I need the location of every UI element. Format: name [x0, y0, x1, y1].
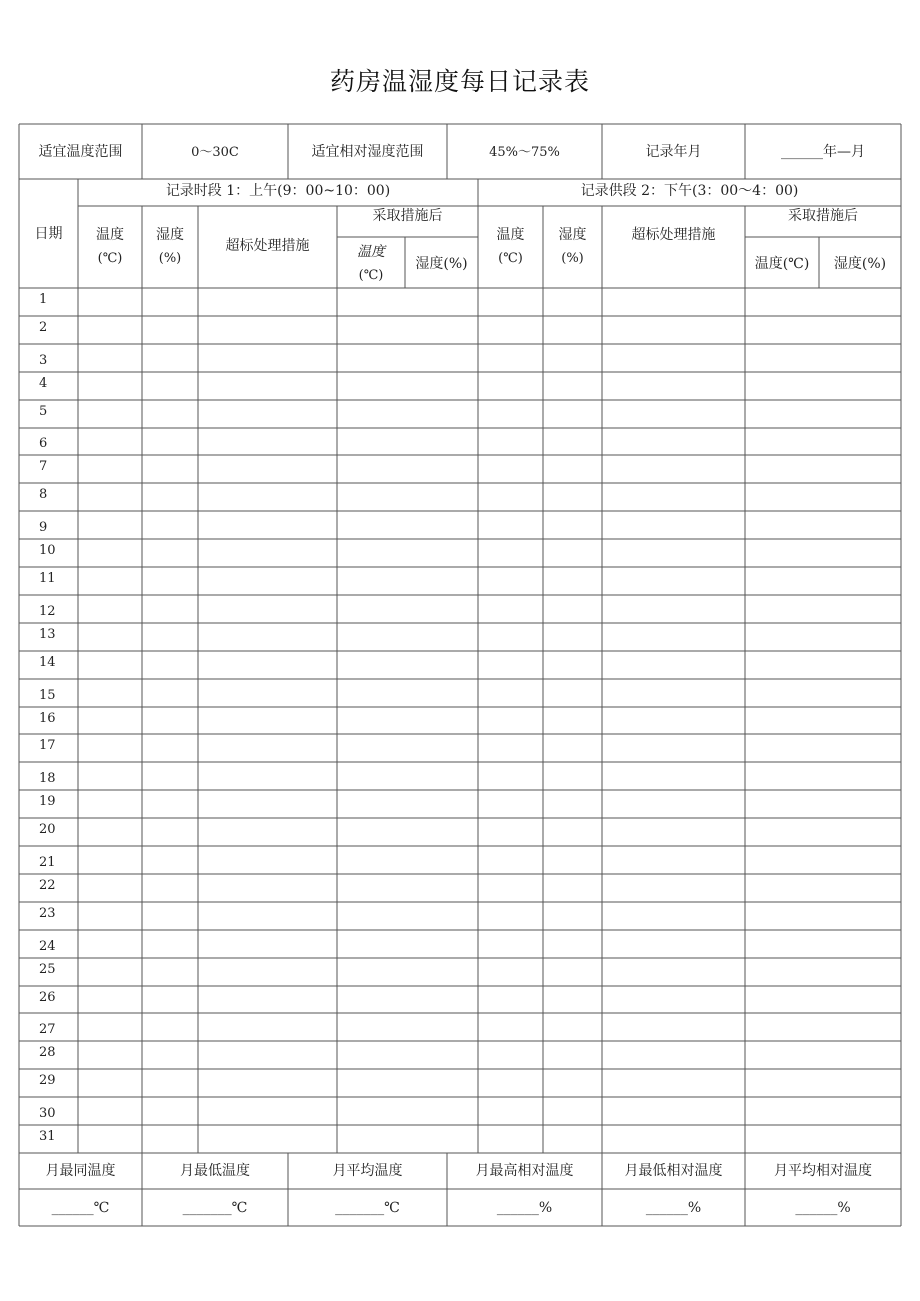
day-number: 30: [39, 1106, 56, 1121]
day-number: 2: [39, 320, 48, 335]
day-number: 8: [39, 487, 48, 502]
p2-after-header: 采取措施后: [788, 208, 858, 224]
p2-humidity-unit: (%): [561, 251, 584, 266]
table-grid: [19, 124, 901, 1226]
day-number: 12: [39, 604, 56, 619]
summary-label-min-humidity: 月最低相对温度: [624, 1163, 723, 1179]
p2-after-humidity-header: 湿度(%): [833, 256, 887, 272]
p1-humidity-header: 湿度: [156, 227, 184, 243]
period-1-header: 记录时段 1：上午(9：00~10：00): [165, 183, 391, 199]
day-number: 19: [39, 794, 56, 809]
day-number: 17: [39, 738, 56, 753]
p2-temp-header: 温度: [496, 227, 525, 243]
day-number: 1: [39, 292, 48, 307]
summary-label-min-temp: 月最低温度: [180, 1163, 250, 1179]
day-number: 14: [39, 655, 56, 670]
p1-humidity-unit: (%): [158, 251, 182, 266]
p1-after-header: 采取措施后: [372, 208, 443, 224]
summary-label-max-temp: 月最同温度: [45, 1163, 116, 1179]
p1-temp-unit: (℃): [97, 251, 123, 266]
day-number: 7: [39, 459, 48, 474]
summary-value-avg-humidity[interactable]: ______%: [795, 1200, 851, 1216]
day-number: 25: [39, 962, 56, 977]
p1-after-humidity-header: 湿度(%): [415, 256, 468, 272]
summary-value-min-temp[interactable]: _______℃: [182, 1200, 248, 1216]
summary-value-max-humidity[interactable]: ______%: [496, 1200, 553, 1216]
day-number: 29: [39, 1073, 56, 1088]
summary-label-avg-humidity: 月平均相对温度: [774, 1163, 872, 1179]
day-number: 13: [39, 627, 56, 642]
p2-measure-header: 超标处理措施: [631, 227, 716, 243]
summary-label-max-humidity: 月最高相对温度: [475, 1163, 574, 1179]
summary-value-avg-temp[interactable]: _______℃: [335, 1200, 400, 1216]
record-month-value: ______年—月: [781, 144, 865, 160]
day-number: 27: [39, 1022, 56, 1037]
p2-after-temp-header: 温度(℃): [754, 256, 810, 272]
day-number: 26: [39, 990, 56, 1005]
day-number: 10: [39, 543, 56, 558]
day-number: 23: [39, 906, 56, 921]
p2-temp-unit: (℃): [498, 251, 523, 266]
day-number: 4: [39, 376, 48, 391]
day-number: 31: [39, 1129, 56, 1144]
day-number: 15: [39, 688, 56, 703]
day-number: 6: [39, 436, 48, 451]
p1-temp-header: 温度: [96, 227, 124, 243]
record-table: [19, 124, 901, 1226]
day-number: 3: [39, 353, 48, 368]
day-number: 16: [39, 711, 56, 726]
summary-label-avg-temp: 月平均温度: [332, 1163, 403, 1179]
p1-measure-header: 超标处理措施: [225, 238, 310, 254]
summary-value-max-temp[interactable]: ______℃: [51, 1200, 110, 1216]
summary-value-min-humidity[interactable]: ______%: [645, 1200, 702, 1216]
record-month-label: 记录年月: [645, 144, 702, 160]
humidity-range-value: 45%～75%: [489, 145, 560, 160]
day-number: 5: [39, 404, 48, 419]
day-number: 28: [39, 1045, 56, 1060]
p2-humidity-header: 湿度: [558, 227, 587, 243]
day-number: 22: [39, 878, 56, 893]
day-number: 9: [39, 520, 48, 535]
day-number: 21: [39, 855, 56, 870]
page-title: 药房温湿度每日记录表: [329, 67, 590, 96]
day-number: 18: [39, 771, 56, 786]
humidity-range-label: 适宜相对湿度范围: [311, 144, 424, 160]
period-2-header: 记录供段 2：下午(3：00～4：00): [580, 183, 799, 199]
p1-after-temp-header: 温度: [357, 244, 385, 260]
day-number: 11: [39, 571, 56, 586]
day-number: 24: [39, 939, 56, 954]
day-number: 20: [39, 822, 56, 837]
date-column-header: 日期: [34, 226, 63, 242]
p1-after-temp-unit: (℃): [358, 268, 384, 283]
temp-range-label: 适宜温度范围: [38, 144, 123, 160]
temp-range-value: 0～30C: [191, 145, 239, 160]
